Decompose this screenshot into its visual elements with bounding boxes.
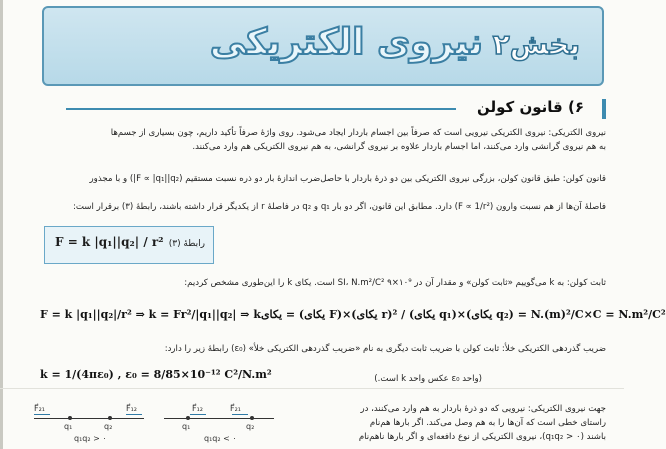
paragraph-coulomb-law-line1: قانون کولن: طبق قانون کولن، بزرگی نیروی الکتریکی بین دو ذرهٔ باردار با حاصل‌ضرب اندازهٔ بار دو ذره نسبت مستقیم (F ∝ |q₁||q₂|) و با مجذور [89, 174, 606, 184]
force-label-f12: F⃗₁₂ [192, 404, 204, 413]
charge-q1 [186, 416, 190, 420]
charge-q1 [68, 416, 72, 420]
repulsion-diagram [30, 404, 150, 448]
section-rule [66, 108, 456, 110]
force-arrow-left [232, 414, 248, 415]
charge-label-q1: q₁ [182, 422, 191, 431]
paragraph-force-direction-line2: راستای خطی است که آن‌ها را به هم وصل می‌کند. اگر بارها هم‌نام [369, 418, 606, 428]
page-binding-edge [0, 0, 3, 449]
axis-line [34, 418, 144, 419]
relation-number: رابطهٔ (۳) [168, 239, 205, 249]
section-marker [602, 99, 606, 119]
epsilon-formula: k = 1/(4πε₀) , ε₀ = 8/85×10⁻¹² C²/N.m² [40, 368, 272, 381]
charge-q2 [250, 416, 254, 420]
paragraph-electric-force-line1: نیروی الکتریکی: نیروی الکتریکی نیرویی است که صرفاً بین اجسام باردار ایجاد می‌شود. روی واژهٔ صرفاً تأکید داریم، چون بسیاری از جسم‌ها [110, 128, 606, 138]
sign-label-opposite: q₁q₂ < ۰ [204, 434, 237, 443]
coulomb-formula: F = k |q₁||q₂| / r² [55, 235, 164, 249]
paragraph-force-direction-line1: جهت نیروی الکتریکی: نیرویی که دو ذرهٔ باردار به هم وارد می‌کنند، در [360, 404, 606, 414]
part-label: بخش۲ [492, 28, 580, 61]
paragraph-coulomb-law-line2: فاصلهٔ آن‌ها از هم نسبت وارون (F ∝ 1/r²) دارد. مطابق این قانون، اگر دو بار q₁ و q₂ در فاصلهٔ r از یکدیگر قرار داشته باشند، رابطهٔ (۳) برقرار است: [72, 202, 606, 212]
charge-label-q1: q₁ [64, 422, 73, 431]
divider [0, 388, 624, 389]
force-label-f21: F⃗₂₁ [230, 404, 242, 413]
charge-label-q2: q₂ [246, 422, 255, 431]
attraction-diagram [160, 404, 280, 448]
charge-q2 [108, 416, 112, 420]
paragraph-force-direction-line3: باشند (q₁q₂ > ۰)، نیروی الکتریکی از نوع دافعه‌ای و اگر بارها ناهم‌نام [358, 432, 606, 442]
force-label-f21: F⃗₂₁ [34, 404, 46, 413]
paragraph-electric-force-line2: به هم نیروی گرانشی وارد می‌کنند، اما اجسام باردار علاوه بر نیروی گرانشی، به هم نیروی الکتریکی هم وارد می‌کنند. [192, 142, 606, 152]
section-title: ۶) قانون کولن [473, 98, 588, 116]
force-label-f12: F⃗₁₂ [126, 404, 138, 413]
sign-label-same: q₁q₂ > ۰ [74, 434, 107, 443]
section-heading [66, 98, 606, 120]
paragraph-coulomb-constant: ثابت کولن: به k می‌گوییم «ثابت کولن» و مقدار آن در SI، N.m²/C² ۹×۱۰⁹ است. یکای k را این‌طوری مشخص کردیم: [184, 278, 606, 288]
force-arrow-right [190, 414, 206, 415]
charge-label-q2: q₂ [104, 422, 113, 431]
force-arrow-left [34, 414, 50, 415]
chapter-title: نیروی الکتریکی [209, 22, 484, 63]
epsilon-unit-note: (واحد ε₀ عکس واحد k است.) [374, 374, 482, 384]
paragraph-permittivity: ضریب گذردهی الکتریکی خلأ: ثابت کولن با ضریب ثابت دیگری به نام «ضریب گذردهی الکتریکی خلأ» (ε₀) رابطهٔ زیر را دارد: [164, 344, 606, 354]
chapter-header-banner [42, 6, 604, 86]
unit-derivation-formula: F = k |q₁||q₂|/r² ⇒ k = Fr²/|q₁||q₂| ⇒ kیکای = (یکای F)×(یکای r)² / (یکای q₁)×(یکای q₂) = N.(m)²/C×C = N.m²/C² [40, 308, 666, 321]
force-arrow-right [126, 414, 142, 415]
coulomb-formula-box [44, 226, 214, 264]
chapter-title-group [210, 22, 580, 63]
axis-line [164, 418, 274, 419]
